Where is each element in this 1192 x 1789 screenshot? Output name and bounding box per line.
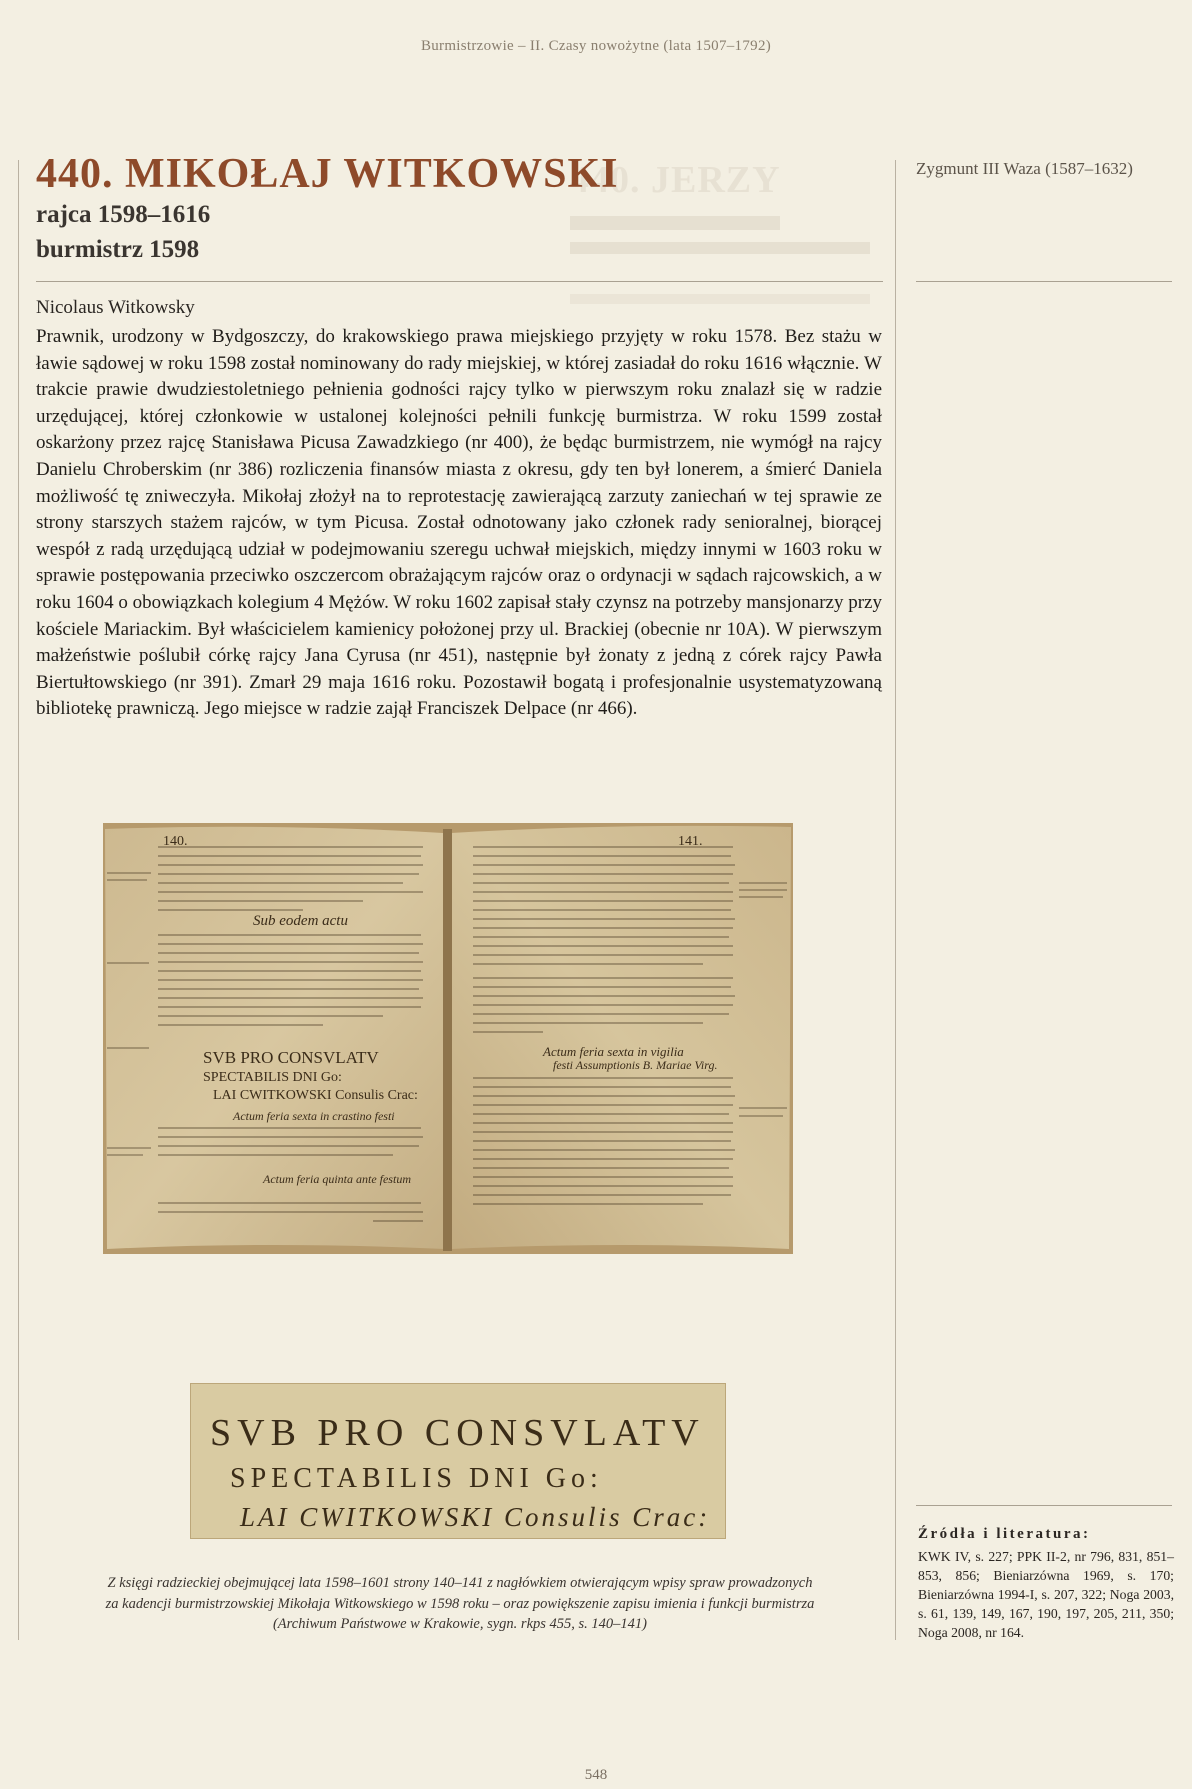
heading-rule — [36, 281, 883, 282]
zoom-line-3: LAI CWITKOWSKI Consulis Crac: — [240, 1502, 711, 1532]
latin-name: Nicolaus Witkowsky — [36, 297, 195, 318]
office-councillor: rajca 1598–1616 — [36, 201, 211, 228]
entry-title: 440. MIKOŁAJ WITKOWSKI — [36, 151, 619, 197]
manuscript-folio-left: 140. — [163, 834, 188, 849]
office-mayor: burmistrz 1598 — [36, 236, 200, 263]
svg-text:festi Assumptionis B. Mariae V: festi Assumptionis B. Mariae Virg. — [553, 1058, 718, 1072]
page-number: 548 — [584, 1767, 608, 1783]
sources-heading: Źródła i literatura: — [918, 1526, 1091, 1542]
manuscript-photo — [103, 823, 793, 1254]
manuscript-folio-right: 141. — [678, 834, 703, 849]
sources-text: KWK IV, s. 227; PPK II-2, nr 796, 831, 851–853, 856; Bieniarzówna 1969, s. 170; Bieniarzówna 1994-I, s. 207, 322; Noga 2003, s. 61, 139, 149, 167, 190, 197, 205, 211, 350; Noga 2008, nr 164. — [918, 1549, 1174, 1640]
caption-line-1: Z księgi radzieckiej obejmującej lata 1598–1601 strony 140–141 z nagłówkiem otwierającym wpisy spraw prowadzonych — [107, 1575, 813, 1591]
zoom-line-1: SVB PRO CONSVLATV — [210, 1412, 705, 1454]
svg-text:Actum feria sexta in vigilia: Actum feria sexta in vigilia — [543, 1044, 684, 1059]
sources-rule — [916, 1505, 1172, 1506]
column-divider — [895, 160, 896, 1640]
caption-line-2: za kadencji burmistrzowskiej Mikołaja Witkowskiego w 1598 roku – oraz powiększenie zapisu imienia i funkcji burmistrza — [105, 1595, 815, 1612]
running-head: Burmistrzowie – II. Czasy nowożytne (lata 1507–1792) — [420, 38, 772, 54]
manuscript-zoom-detail — [190, 1383, 726, 1539]
show-through-ghost: 440. JERZY — [570, 158, 890, 304]
left-margin-rule — [18, 160, 19, 1640]
svg-text:Sub eodem actu: Sub eodem actu — [253, 913, 348, 929]
caption-line-3: (Archiwum Państwowe w Krakowie, sygn. rkps 455, s. 140–141) — [272, 1616, 648, 1632]
manuscript-heading-line-2: SPECTABILIS DNI Go: — [203, 1070, 342, 1085]
reign-note: Zygmunt III Waza (1587–1632) — [916, 159, 1133, 178]
figure-caption — [40, 1573, 880, 1635]
zoom-line-2: SPECTABILIS DNI Go: — [230, 1463, 603, 1494]
biography-text: Prawnik, urodzony w Bydgoszczy, do krakowskiego prawa miejskiego przyjęty w roku 1578. Bez stażu w ławie sądowej w roku 1598 został nominowany do rady miejskiej, w której zasiadał do roku 1616 włącznie. W trakcie prawie dwudziestoletniego pełnienia godności rajcy tylko w pierwszym roku znalazł się w radzie urzędującej, której członkowie w ustalonej kolejności pełnili funkcję burmistrza. W roku 1599 został oskarżony przez rajcę Stanisława Picusa Zawadzkiego (nr 400), że będąc burmistrzem, nie wymógł na rajcy Danielu Chroberskim (nr 386) rozliczenia finansów miasta z okresu, gdy ten był lonerem, a śmierć Daniela możliwość tę zniweczyła. Mikołaj złożył na to reprotestację zawierającą zarzuty zaniechań w tej sprawie ze strony starszych stażem rajców, w tym Picusa. Został odnotowany jako członek rady senioralnej, biorącej wespół z radą urzędującą udział w podejmowaniu szeregu uchwał miejskich, między innymi w 1603 roku w sprawie postępowania przeciwko oszczercom obrażającym rajców oraz o ordynacji w sądach rajcowskich, a w roku 1604 o obowiązkach kolegium 4 Mężów. W roku 1602 zapisał stały czynsz na potrzeby mansjonarzy przy kościele Mariackim. Był właścicielem kamienicy położonej przy ul. Brackiej (obecnie nr 10A). W pierwszym małżeństwie poślubił córkę rajcy Jana Cyrusa (nr 451), następnie był żonaty z jedną z córek rajcy Pawła Biertułtowskiego (nr 391). Zmarł 29 maja 1616 roku. Pozostawił bogatą i profesjonalnie usystematyzowaną bibliotekę prawniczą. Jego miejsce w radzie zajął Franciszek Delpace (nr 466). — [36, 326, 882, 720]
manuscript-heading-line-3: LAI CWITKOWSKI Consulis Crac: — [213, 1088, 418, 1103]
svg-text:Actum feria sexta in crastino: Actum feria sexta in crastino festi — [233, 1109, 395, 1123]
svg-text:Actum feria quinta ante festum: Actum feria quinta ante festum — [263, 1172, 411, 1186]
side-rule — [916, 281, 1172, 282]
manuscript-heading-line-1: SVB PRO CONSVLATV — [203, 1048, 379, 1067]
